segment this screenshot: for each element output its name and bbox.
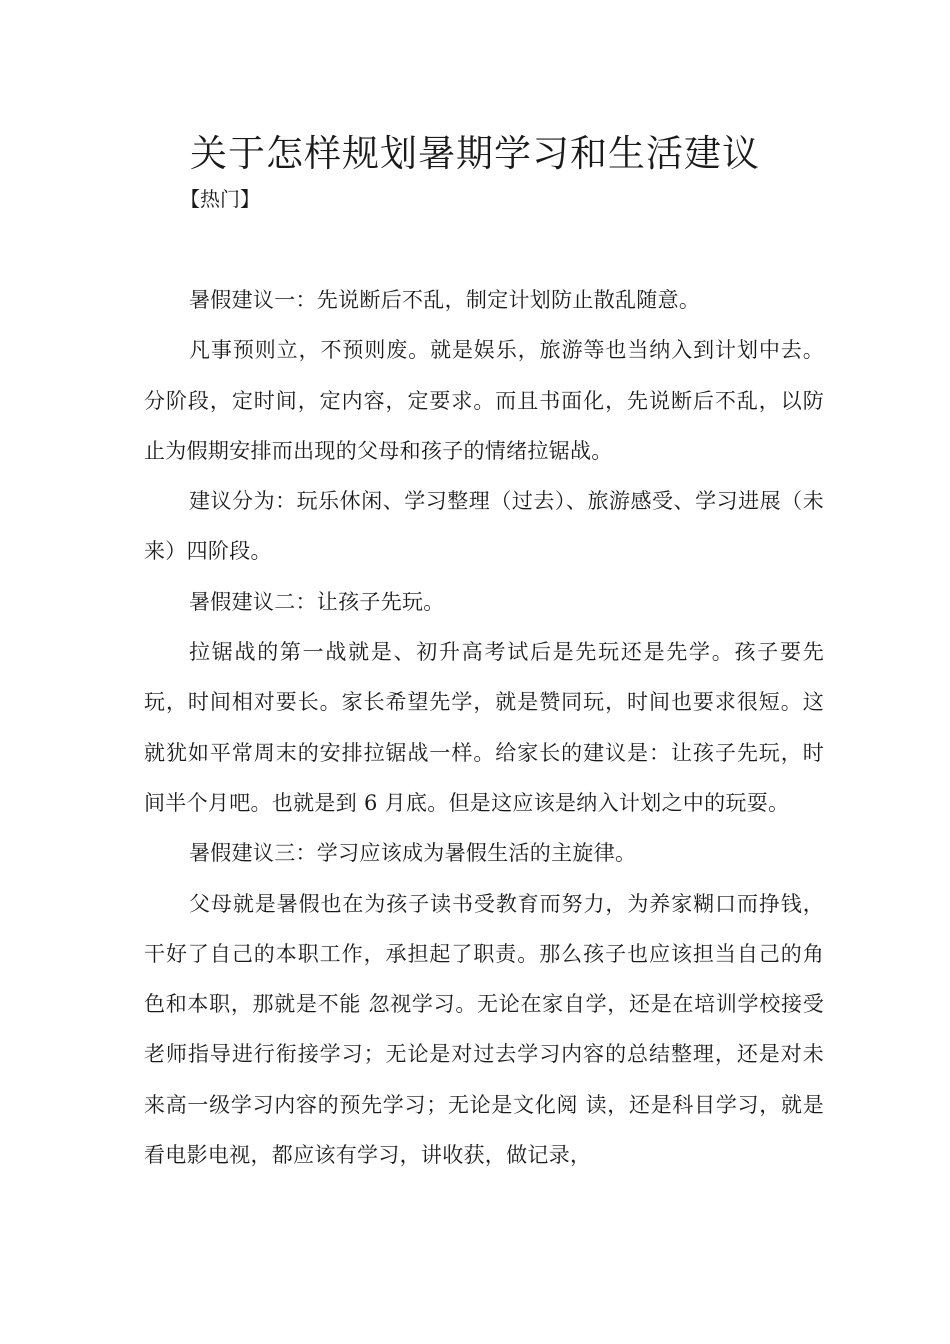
paragraph-suggestion-1-text: 凡事预则立，不预则废。就是娱乐，旅游等也当纳入到计划中去。分阶段，定时间，定内容，定要求。而且书面化，先说断后不乱，以防止为假期安排而出现的父母和孩子的情绪拉锯战。 <box>144 338 824 463</box>
paragraph-suggestion-1-stages: 建议分为：玩乐休闲、学习整理（过去）、旅游感受、学习进展（未来）四阶段。 <box>144 489 824 564</box>
paragraph-suggestion-2-heading: 暑假建议二：让孩子先玩。 <box>189 589 445 614</box>
document-tag: 【热门】 <box>180 187 260 211</box>
paragraph-suggestion-1-heading: 暑假建议一：先说断后不乱，制定计划防止散乱随意。 <box>189 288 701 312</box>
paragraph-suggestion-2-text: 拉锯战的第一战就是、初升高考试后是先玩还是先学。孩子要先玩，时间相对要长。家长希望先学，就是赞同玩，时间也要求很短。这就犹如平常周末的安排拉锯战一样。给家长的建议是：让孩子先玩，时间半个月吧。也就是到 6 月底。但是这应该是纳入计划之中的玩耍。 <box>144 640 824 815</box>
document-body <box>144 275 824 1180</box>
paragraph-suggestion-3-heading: 暑假建议三：学习应该成为暑假生活的主旋律。 <box>189 841 637 866</box>
paragraph-suggestion-3-text: 父母就是暑假也在为孩子读书受教育而努力，为养家糊口而挣钱，干好了自己的本职工作，承担起了职责。那么孩子也应该担当自己的角色和本职，那就是不能 忽视学习。无论在家自学，还是在培训学校接受老师指导进行衔接学习；无论是对过去学习内容的总结整理，还是对未来高一级学习内容的预先学习；无论是文化阅 读，还是科目学习，就是看电影电视，都应该有学习，讲收获，做记录， <box>144 891 824 1168</box>
document-title: 关于怎样规划暑期学习和生活建议 <box>190 132 760 175</box>
